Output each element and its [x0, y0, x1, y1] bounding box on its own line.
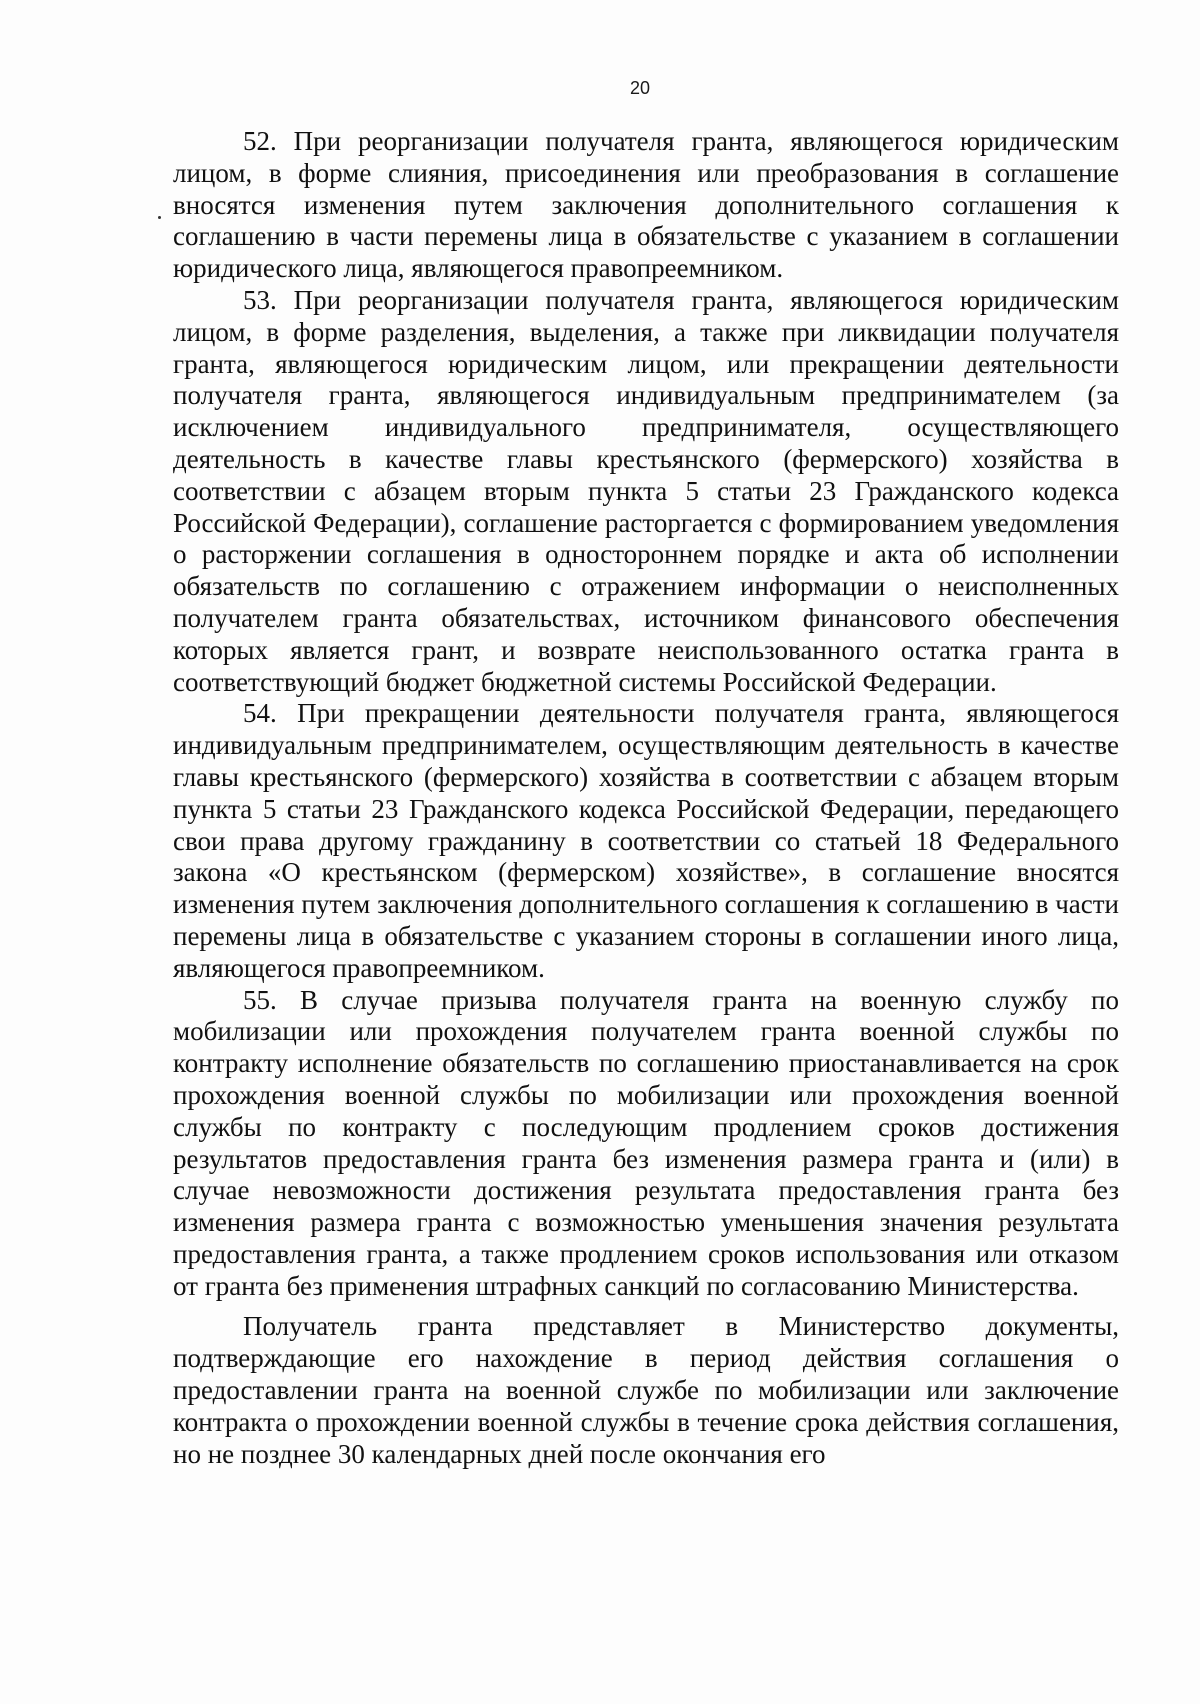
paragraph-52: 52. При реорганизации получателя гранта, являющегося юридическим лицом, в форме слияния, присоединения или преобразования в соглашение вносятся изменения путем заключения дополнительного соглашения к соглашению в части перемены лица в обязательстве с указанием в соглашении юридического лица, являющегося правопреемником.	[173, 126, 1119, 284]
paragraph-53: 53. При реорганизации получателя гранта, являющегося юридическим лицом, в форме разделения, выделения, а также при ликвидации получателя гранта, являющегося юридическим лицом, или прекращении деятельности получателя гранта, являющегося индивидуальным предпринимателем (за исключением индивидуального предпринимателя, осуществляющего деятельность в качестве главы крестьянского (фермерского) хозяйства в соответствии с абзацем вторым пункта 5 статьи 23 Гражданского кодекса Российской Федерации), соглашение расторгается с формированием уведомления о расторжении соглашения в одностороннем порядке и акта об исполнении обязательств по соглашению с отражением информации о неисполненных получателем гранта обязательствах, источником финансового обеспечения которых является грант, и возврате неиспользованного остатка гранта в соответствующий бюджет бюджетной системы Российской Федерации.	[173, 284, 1119, 697]
scan-speck	[158, 216, 161, 219]
page-number: 20	[629, 78, 651, 98]
paragraph-55: 55. В случае призыва получателя гранта на военную службу по мобилизации или прохождения получателем гранта военной службы по контракту исполнение обязательств по соглашению приостанавливается на срок прохождения военной службы по мобилизации или прохождения военной службы по контракту с последующим продлением сроков достижения результатов предоставления гранта без изменения размера гранта и (или) в случае невозможности достижения результата предоставления гранта без изменения размера гранта с возможностью уменьшения значения результата предоставления гранта, а также продлением сроков использования или отказом от гранта без применения штрафных санкций по согласованию Министерства.	[173, 984, 1119, 1301]
paragraph-55-continuation: Получатель гранта представляет в Министерство документы, подтверждающие его нахождение в период действия соглашения о предоставлении гранта на военной службе по мобилизации или заключение контракта о прохождении военной службы в течение срока действия соглашения, но не позднее 30 календарных дней после окончания его	[173, 1311, 1119, 1469]
paragraph-54: 54. При прекращении деятельности получателя гранта, являющегося индивидуальным предпринимателем, осуществляющим деятельность в качестве главы крестьянского (фермерского) хозяйства в соответствии с абзацем вторым пункта 5 статьи 23 Гражданского кодекса Российской Федерации, передающего свои права другому гражданину в соответствии со статьей 18 Федерального закона «О крестьянском (фермерском) хозяйстве», в соглашение вносятся изменения путем заключения дополнительного соглашения к соглашению в части перемены лица в обязательстве с указанием стороны в соглашении иного лица, являющегося правопреемником.	[173, 698, 1119, 983]
document-body	[173, 126, 1119, 1470]
